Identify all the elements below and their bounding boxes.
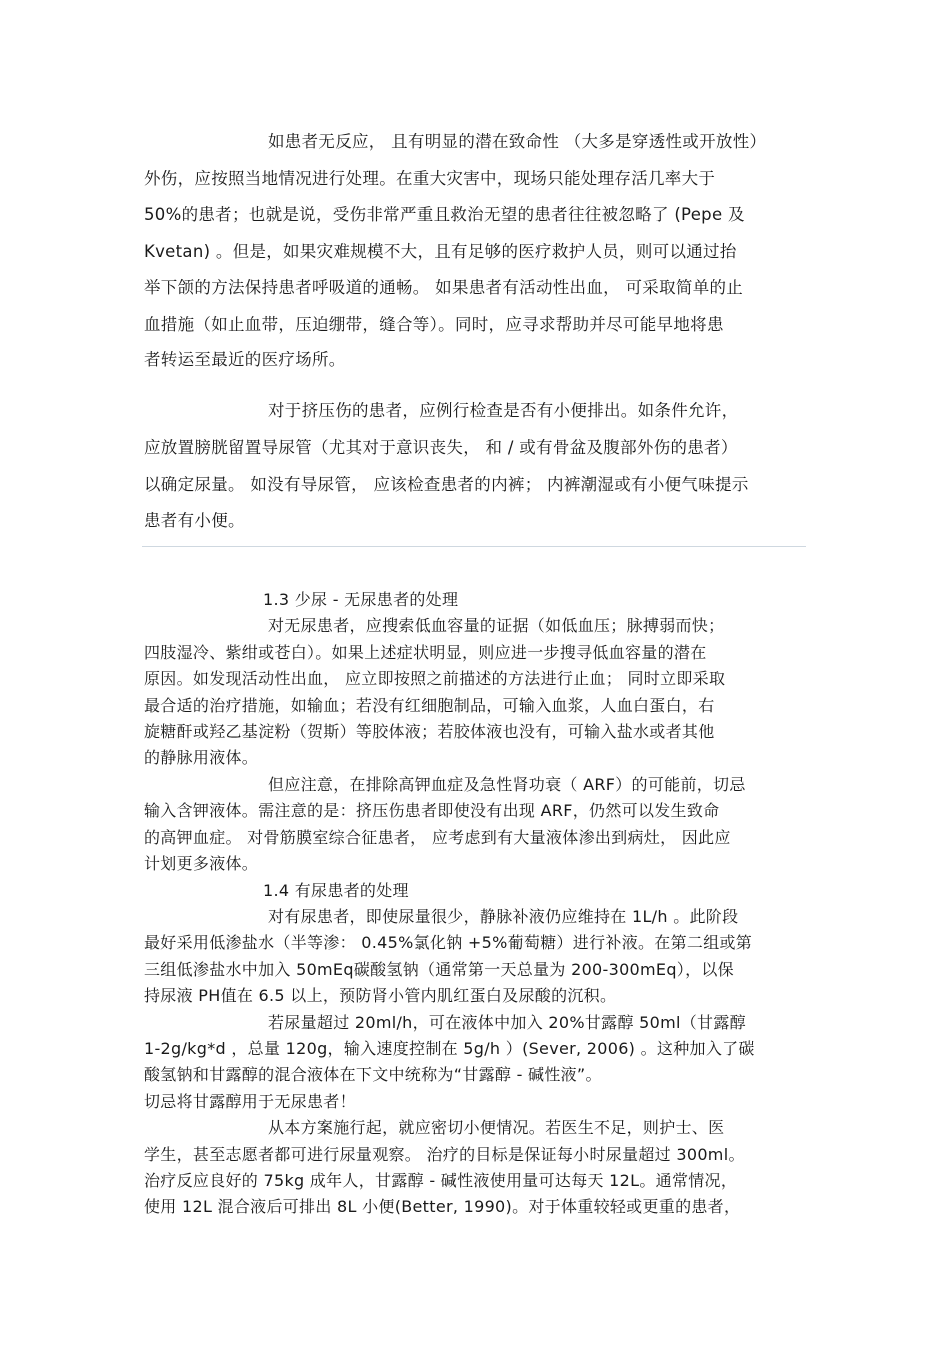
text-line: 最合适的治疗措施，如输血；若没有红细胞制品，可输入血浆，人血白蛋白，右 [144,696,715,715]
text-line: 学生，甚至志愿者都可进行尿量观察。 治疗的目标是保证每小时尿量超过 300ml。 [144,1145,745,1164]
section-heading: 1.4 有尿患者的处理 [263,881,409,900]
text-line: 四肢湿冷、紫绀或苍白）。如果上述症状明显，则应进一步搜寻低血容量的潜在 [144,643,707,662]
text-line: 使用 12L 混合液后可排出 8L 小便(Better, 1990)。对于体重较轻或更重的患者， [144,1197,741,1216]
text-line: 50%的患者；也就是说，受伤非常严重且救治无望的患者往往被忽略了 (Pepe 及 [144,205,745,224]
text-line: 治疗反应良好的 75kg 成年人，甘露醇 - 碱性液使用量可达每天 12L。通常情况， [144,1171,738,1190]
text-line: 最好采用低渗盐水（半等渗： 0.45%氯化钠 +5%葡萄糖）进行补液。在第二组或第 [144,933,753,952]
text-line: 对无尿患者，应搜索低血容量的证据（如低血压；脉搏弱而快； [268,616,725,635]
text-line: 血措施（如止血带，压迫绷带，缝合等）。同时，应寻求帮助并尽可能早地将患 [144,315,724,334]
text-line: Kvetan) 。但是，如果灾难规模不大，且有足够的医疗救护人员，则可以通过抬 [144,242,737,261]
text-line: 应放置膀胱留置导尿管（尤其对于意识丧失， 和 / 或有骨盆及腹部外伤的患者） [144,438,738,457]
section-divider [142,546,806,547]
text-line: 如患者无反应， 且有明显的潜在致命性 （大多是穿透性或开放性） [268,132,767,151]
text-line: 患者有小便。 [144,511,245,530]
text-line: 但应注意，在排除高钾血症及急性肾功衰（ ARF）的可能前，切忌 [268,775,746,794]
text-line: 的高钾血症。 对骨筋膜室综合征患者， 应考虑到有大量液体渗出到病灶， 因此应 [144,828,731,847]
text-line: 酸氢钠和甘露醇的混合液体在下文中统称为“甘露醇 - 碱性液”。 [144,1065,602,1084]
text-line: 旋糖酐或羟乙基淀粉（贺斯）等胶体液；若胶体液也没有，可输入盐水或者其他 [144,722,715,741]
text-line: 输入含钾液体。需注意的是：挤压伤患者即使没有出现 ARF，仍然可以发生致命 [144,801,720,820]
text-line: 1-2g/kg*d ，总量 120g，输入速度控制在 5g/h ）(Sever, 2006) 。这种加入了碳 [144,1039,755,1058]
text-line: 原因。如发现活动性出血， 应立即按照之前描述的方法进行止血； 同时立即采取 [144,669,726,688]
text-line: 若尿量超过 20ml/h，可在液体中加入 20%甘露醇 50ml（甘露醇 [268,1013,746,1032]
text-line: 以确定尿量。 如没有导尿管， 应该检查患者的内裤； 内裤潮湿或有小便气味提示 [144,475,749,494]
text-line: 计划更多液体。 [144,854,259,873]
text-line: 三组低渗盐水中加入 50mEq碳酸氢钠（通常第一天总量为 200-300mEq），以保 [144,960,734,979]
text-line: 切忌将甘露醇用于无尿患者！ [144,1092,356,1111]
text-line: 持尿液 PH值在 6.5 以上，预防肾小管内肌红蛋白及尿酸的沉积。 [144,986,617,1005]
text-line: 外伤，应按照当地情况进行处理。在重大灾害中，现场只能处理存活几率大于 [144,169,716,188]
text-line: 对于挤压伤的患者，应例行检查是否有小便排出。如条件允许， [268,401,739,420]
text-line: 者转运至最近的医疗场所。 [144,350,346,369]
text-line: 的静脉用液体。 [144,748,259,767]
text-line: 举下颌的方法保持患者呼吸道的通畅。 如果患者有活动性出血， 可采取简单的止 [144,278,744,297]
text-line: 从本方案施行起，就应密切小便情况。若医生不足，则护士、医 [268,1118,725,1137]
text-line: 对有尿患者，即使尿量很少，静脉补液仍应维持在 1L/h 。此阶段 [268,907,739,926]
section-heading: 1.3 少尿 - 无尿患者的处理 [263,590,459,609]
